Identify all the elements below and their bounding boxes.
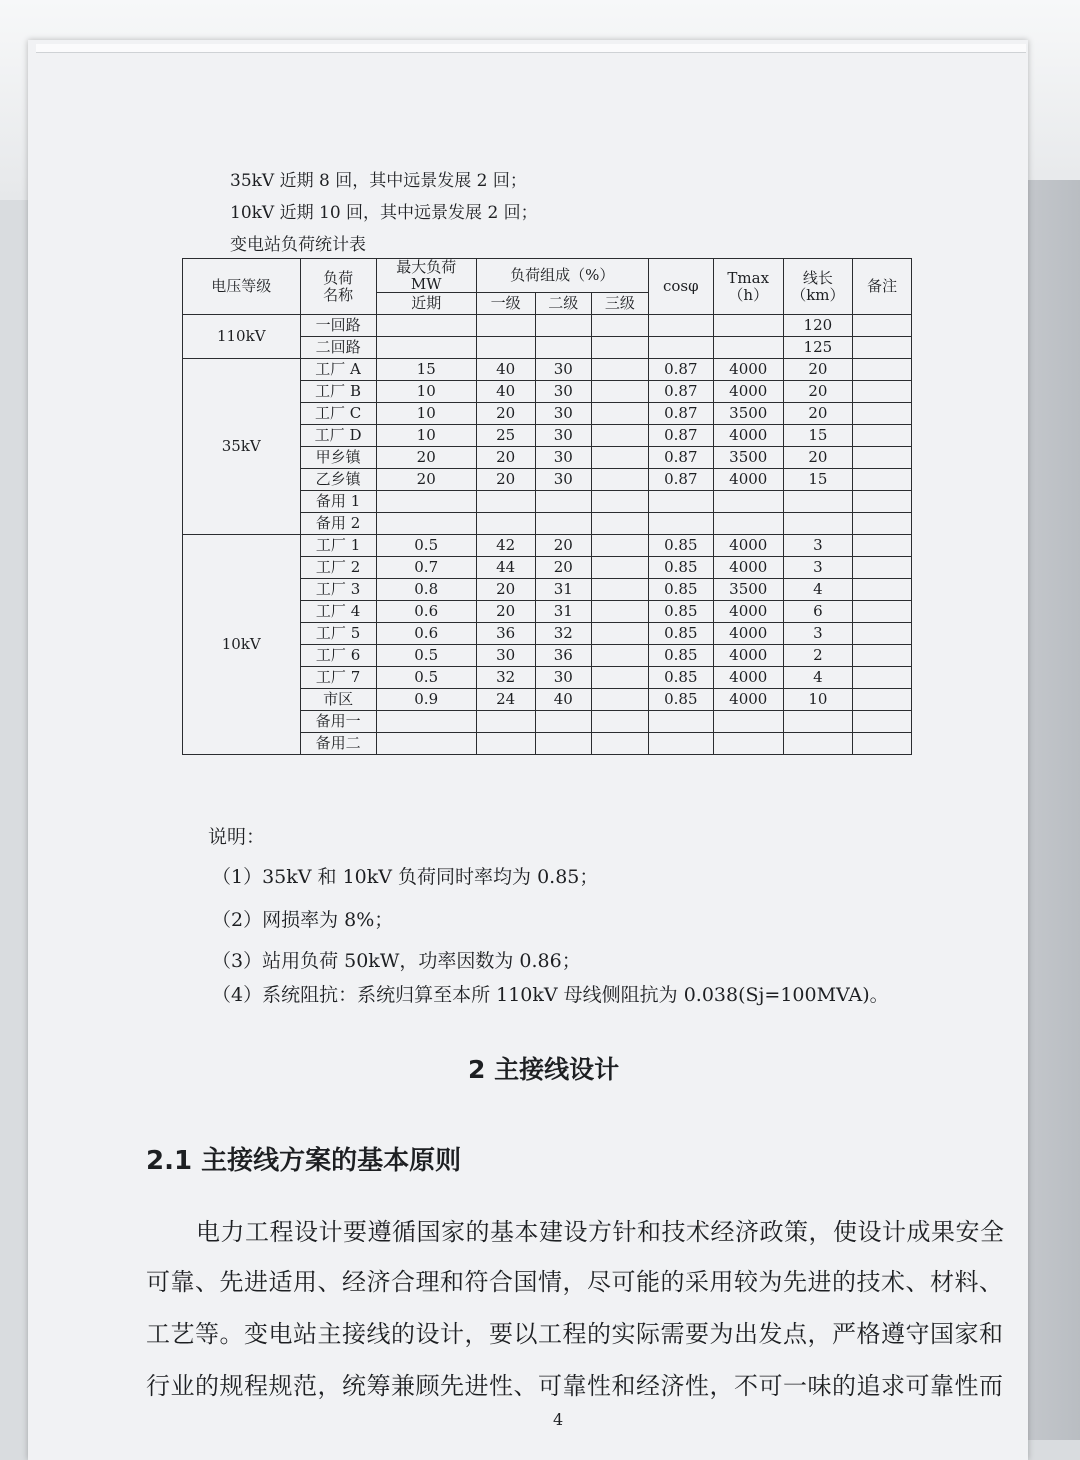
cell-name: 甲乡镇 <box>300 447 376 469</box>
header-max-load: 最大负荷 MW <box>376 259 476 293</box>
cell-remark <box>853 667 912 689</box>
cell-l2 <box>535 711 592 733</box>
cell-remark <box>853 535 912 557</box>
cell-tmax <box>713 491 783 513</box>
chapter-title: 2 主接线设计 <box>468 1055 620 1084</box>
note-2: （2）网损率为 8%； <box>212 909 394 931</box>
cell-remark <box>853 425 912 447</box>
cell-tmax: 4000 <box>713 667 783 689</box>
cell-l1 <box>476 513 535 535</box>
cell-l3 <box>592 711 649 733</box>
cell-km: 4 <box>783 667 853 689</box>
table-caption: 变电站负荷统计表 <box>230 235 366 255</box>
cell-name: 工厂 B <box>300 381 376 403</box>
cell-l2: 30 <box>535 447 592 469</box>
cell-remark <box>853 403 912 425</box>
cell-l2: 31 <box>535 601 592 623</box>
cell-cos <box>648 733 713 755</box>
cell-name: 工厂 6 <box>300 645 376 667</box>
cell-remark <box>853 469 912 491</box>
cell-tmax: 4000 <box>713 425 783 447</box>
cell-l3 <box>592 579 649 601</box>
cell-cos: 0.85 <box>648 535 713 557</box>
cell-tmax <box>713 513 783 535</box>
cell-remark <box>853 711 912 733</box>
cell-remark <box>853 513 912 535</box>
cell-l1 <box>476 733 535 755</box>
cell-l1: 42 <box>476 535 535 557</box>
cell-l3 <box>592 491 649 513</box>
cell-remark <box>853 491 912 513</box>
header-level3: 三级 <box>592 293 649 315</box>
cell-cos: 0.87 <box>648 359 713 381</box>
cell-name: 工厂 D <box>300 425 376 447</box>
cell-l2: 30 <box>535 425 592 447</box>
cell-remark <box>853 645 912 667</box>
paragraph-line-2: 可靠、先进适用、经济合理和符合国情，尽可能的采用较为先进的技术、材料、 <box>146 1268 1004 1296</box>
cell-km: 2 <box>783 645 853 667</box>
cell-l3 <box>592 403 649 425</box>
cell-km: 15 <box>783 469 853 491</box>
cell-km <box>783 491 853 513</box>
cell-l1: 25 <box>476 425 535 447</box>
cell-km: 10 <box>783 689 853 711</box>
paragraph-line-1: 电力工程设计要遵循国家的基本建设方针和技术经济政策，使设计成果安全 <box>196 1218 1005 1246</box>
cell-km: 20 <box>783 447 853 469</box>
cell-remark <box>853 623 912 645</box>
cell-l2 <box>535 337 592 359</box>
cell-l3 <box>592 425 649 447</box>
cell-l2 <box>535 733 592 755</box>
cell-remark <box>853 315 912 337</box>
note-1: （1）35kV 和 10kV 负荷同时率均为 0.85； <box>212 866 599 888</box>
voltage-level-cell: 10kV <box>183 535 301 755</box>
cell-l3 <box>592 623 649 645</box>
cell-l3 <box>592 513 649 535</box>
cell-l3 <box>592 447 649 469</box>
cell-cos: 0.85 <box>648 623 713 645</box>
cell-km: 3 <box>783 557 853 579</box>
cell-remark <box>853 447 912 469</box>
cell-l1: 32 <box>476 667 535 689</box>
cell-mw <box>376 733 476 755</box>
cell-mw: 15 <box>376 359 476 381</box>
intro-line-10kv: 10kV 近期 10 回，其中远景发展 2 回； <box>230 203 538 223</box>
voltage-level-cell: 110kV <box>183 315 301 359</box>
cell-mw <box>376 337 476 359</box>
cell-remark <box>853 359 912 381</box>
table-row <box>183 535 912 557</box>
cell-cos <box>648 337 713 359</box>
cell-l1: 44 <box>476 557 535 579</box>
cell-l2: 40 <box>535 689 592 711</box>
cell-tmax: 4000 <box>713 535 783 557</box>
cell-cos <box>648 711 713 733</box>
table-row <box>183 359 912 381</box>
cell-km <box>783 513 853 535</box>
cell-tmax: 4000 <box>713 689 783 711</box>
cell-mw: 0.6 <box>376 601 476 623</box>
cell-cos <box>648 491 713 513</box>
cell-l2: 30 <box>535 381 592 403</box>
cell-cos: 0.87 <box>648 381 713 403</box>
header-remark: 备注 <box>853 259 912 315</box>
cell-remark <box>853 579 912 601</box>
cell-l1: 20 <box>476 403 535 425</box>
cell-km: 120 <box>783 315 853 337</box>
notes-title: 说明： <box>208 826 266 848</box>
cell-name: 二回路 <box>300 337 376 359</box>
cell-name: 备用二 <box>300 733 376 755</box>
cell-name: 工厂 C <box>300 403 376 425</box>
cell-tmax: 4000 <box>713 623 783 645</box>
cell-mw: 10 <box>376 381 476 403</box>
cell-l3 <box>592 535 649 557</box>
cell-name: 工厂 3 <box>300 579 376 601</box>
note-4: （4）系统阻抗：系统归算至本所 110kV 母线侧阻抗为 0.038(Sj=100MVA)。 <box>212 984 889 1006</box>
cell-l1: 40 <box>476 359 535 381</box>
cell-tmax: 4000 <box>713 601 783 623</box>
note-3: （3）站用负荷 50kW，功率因数为 0.86； <box>212 950 581 972</box>
cell-l3 <box>592 557 649 579</box>
cell-remark <box>853 689 912 711</box>
cell-cos: 0.85 <box>648 667 713 689</box>
cell-km: 20 <box>783 381 853 403</box>
cell-km: 20 <box>783 359 853 381</box>
cell-l2: 30 <box>535 667 592 689</box>
cell-l1: 40 <box>476 381 535 403</box>
cell-l3 <box>592 645 649 667</box>
cell-mw <box>376 491 476 513</box>
cell-l1: 20 <box>476 601 535 623</box>
cell-cos <box>648 315 713 337</box>
cell-km: 6 <box>783 601 853 623</box>
cell-mw: 0.9 <box>376 689 476 711</box>
cell-km: 15 <box>783 425 853 447</box>
cell-l1 <box>476 491 535 513</box>
header-tmax: Tmax （h） <box>713 259 783 315</box>
cell-name: 备用 2 <box>300 513 376 535</box>
cell-name: 工厂 A <box>300 359 376 381</box>
cell-mw <box>376 711 476 733</box>
cell-l2: 20 <box>535 557 592 579</box>
intro-line-35kv: 35kV 近期 8 回，其中远景发展 2 回； <box>230 171 527 191</box>
cell-km: 125 <box>783 337 853 359</box>
cell-mw: 0.5 <box>376 667 476 689</box>
cell-cos: 0.85 <box>648 689 713 711</box>
cell-l3 <box>592 733 649 755</box>
cell-mw <box>376 315 476 337</box>
cell-remark <box>853 381 912 403</box>
cell-tmax: 3500 <box>713 579 783 601</box>
cell-l1: 20 <box>476 469 535 491</box>
cell-l2: 20 <box>535 535 592 557</box>
cell-km: 20 <box>783 403 853 425</box>
cell-km: 3 <box>783 535 853 557</box>
cell-l3 <box>592 689 649 711</box>
section-title: 2.1 主接线方案的基本原则 <box>146 1146 462 1176</box>
cell-tmax <box>713 315 783 337</box>
cell-name: 工厂 4 <box>300 601 376 623</box>
header-load-name: 负荷 名称 <box>300 259 376 315</box>
cell-mw: 10 <box>376 425 476 447</box>
cell-mw: 0.5 <box>376 535 476 557</box>
cell-name: 工厂 1 <box>300 535 376 557</box>
cell-remark <box>853 557 912 579</box>
cell-cos: 0.85 <box>648 601 713 623</box>
cell-name: 工厂 7 <box>300 667 376 689</box>
cell-name: 工厂 2 <box>300 557 376 579</box>
cell-l2: 36 <box>535 645 592 667</box>
cell-mw: 10 <box>376 403 476 425</box>
cell-tmax <box>713 711 783 733</box>
cell-name: 一回路 <box>300 315 376 337</box>
cell-l1 <box>476 337 535 359</box>
cell-l3 <box>592 315 649 337</box>
cell-cos <box>648 513 713 535</box>
cell-remark <box>853 733 912 755</box>
cell-km: 3 <box>783 623 853 645</box>
cell-remark <box>853 601 912 623</box>
cell-mw: 0.5 <box>376 645 476 667</box>
cell-cos: 0.85 <box>648 557 713 579</box>
page-number: 4 <box>553 1410 564 1429</box>
cell-tmax: 3500 <box>713 403 783 425</box>
cell-l1: 24 <box>476 689 535 711</box>
cell-l3 <box>592 359 649 381</box>
cell-l2: 30 <box>535 469 592 491</box>
cell-l1 <box>476 315 535 337</box>
header-level1: 一级 <box>476 293 535 315</box>
cell-l2: 30 <box>535 403 592 425</box>
header-cos: cosφ <box>648 259 713 315</box>
cell-km <box>783 733 853 755</box>
cell-tmax: 4000 <box>713 469 783 491</box>
header-composition: 负荷组成（%） <box>476 259 648 293</box>
cell-name: 备用 1 <box>300 491 376 513</box>
cell-name: 乙乡镇 <box>300 469 376 491</box>
cell-mw: 0.6 <box>376 623 476 645</box>
paragraph-line-3: 工艺等。变电站主接线的设计，要以工程的实际需要为出发点，严格遵守国家和 <box>146 1320 1004 1348</box>
cell-mw <box>376 513 476 535</box>
cell-l1: 36 <box>476 623 535 645</box>
cell-l2: 31 <box>535 579 592 601</box>
cell-l1: 20 <box>476 579 535 601</box>
voltage-level-cell: 35kV <box>183 359 301 535</box>
header-near: 近期 <box>376 293 476 315</box>
cell-cos: 0.85 <box>648 645 713 667</box>
cell-mw: 0.7 <box>376 557 476 579</box>
cell-l3 <box>592 601 649 623</box>
cell-km <box>783 711 853 733</box>
cell-mw: 0.8 <box>376 579 476 601</box>
header-length: 线长 （km） <box>783 259 853 315</box>
header-voltage: 电压等级 <box>183 259 301 315</box>
cell-l3 <box>592 381 649 403</box>
cell-tmax: 4000 <box>713 645 783 667</box>
cell-mw: 20 <box>376 469 476 491</box>
cell-tmax <box>713 337 783 359</box>
cell-l2 <box>535 315 592 337</box>
cell-l3 <box>592 667 649 689</box>
cell-l3 <box>592 337 649 359</box>
cell-remark <box>853 337 912 359</box>
cell-tmax: 3500 <box>713 447 783 469</box>
cell-l1 <box>476 711 535 733</box>
cell-tmax <box>713 733 783 755</box>
cell-name: 工厂 5 <box>300 623 376 645</box>
cell-cos: 0.87 <box>648 447 713 469</box>
table-body <box>183 315 912 755</box>
cell-l2: 30 <box>535 359 592 381</box>
cell-tmax: 4000 <box>713 381 783 403</box>
cell-cos: 0.85 <box>648 579 713 601</box>
header-level2: 二级 <box>535 293 592 315</box>
cell-cos: 0.87 <box>648 425 713 447</box>
load-statistics-table <box>182 258 912 755</box>
cell-tmax: 4000 <box>713 359 783 381</box>
cell-l2: 32 <box>535 623 592 645</box>
cell-l1: 30 <box>476 645 535 667</box>
cell-l1: 20 <box>476 447 535 469</box>
cell-cos: 0.87 <box>648 403 713 425</box>
cell-cos: 0.87 <box>648 469 713 491</box>
cell-l2 <box>535 513 592 535</box>
table-row <box>183 315 912 337</box>
cell-mw: 20 <box>376 447 476 469</box>
cell-tmax: 4000 <box>713 557 783 579</box>
cell-name: 市区 <box>300 689 376 711</box>
paragraph-line-4: 行业的规程规范，统筹兼顾先进性、可靠性和经济性，不可一味的追求可靠性而 <box>146 1372 1004 1400</box>
cell-name: 备用一 <box>300 711 376 733</box>
cell-km: 4 <box>783 579 853 601</box>
cell-l3 <box>592 469 649 491</box>
cell-l2 <box>535 491 592 513</box>
